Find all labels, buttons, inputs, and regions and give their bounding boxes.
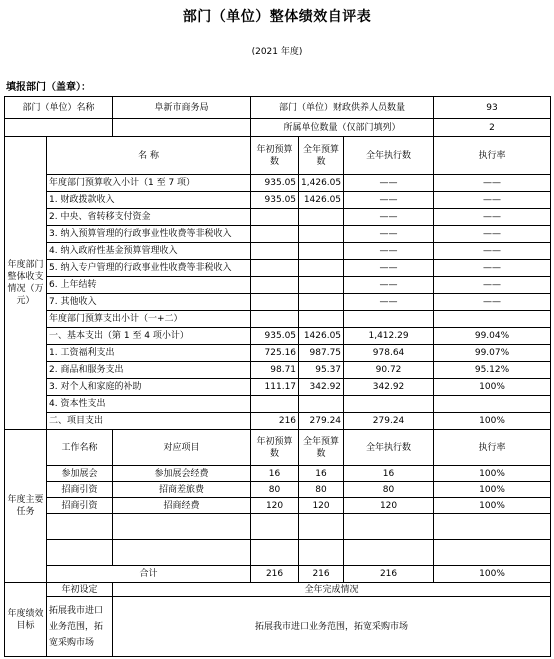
table-row [5, 396, 551, 413]
tasks-header-exec: 全年执行数 [344, 430, 434, 466]
table-row [5, 466, 551, 482]
row-initial: 98.71 [251, 362, 299, 379]
row-exec: —— [344, 175, 434, 192]
goals-initial-text: 拓展我市进口业务范围，拓宽采购市场 [47, 597, 113, 657]
row-initial [251, 226, 299, 243]
row-initial [251, 294, 299, 311]
budget-header-row [5, 137, 551, 175]
row-full [299, 277, 344, 294]
task-exec: 80 [344, 482, 434, 498]
task-exec: 120 [344, 498, 434, 514]
row-initial: 935.05 [251, 192, 299, 209]
tasks-header-row [5, 430, 551, 466]
row-exec: —— [344, 226, 434, 243]
row-name: 2. 商品和服务支出 [47, 362, 251, 379]
row-name: 2. 中央、省转移支付资金 [47, 209, 251, 226]
blank-cell [113, 119, 251, 137]
table-row [5, 226, 551, 243]
row-initial [251, 260, 299, 277]
row-name: 年度部门预算收入小计（1 至 7 项） [47, 175, 251, 192]
sub-units-count: 2 [434, 119, 551, 137]
row-exec: 1,412.29 [344, 328, 434, 345]
task-name: 招商引资 [47, 482, 113, 498]
staff-count: 93 [434, 97, 551, 119]
row-exec: 342.92 [344, 379, 434, 396]
budget-header-initial: 年初预算数 [251, 137, 299, 175]
tasks-total-exec: 216 [344, 566, 434, 583]
row-exec: —— [344, 294, 434, 311]
tasks-header-task: 工作名称 [47, 430, 113, 466]
row-full: 987.75 [299, 345, 344, 362]
task-full: 120 [299, 498, 344, 514]
row-name: 年度部门预算支出小计（一+二） [47, 311, 251, 328]
blank-cell [251, 540, 299, 566]
row-initial [251, 311, 299, 328]
row-initial: 725.16 [251, 345, 299, 362]
report-year: (2021 年度) [251, 47, 303, 57]
sub-units-label: 所属单位数量（仅部门填列） [251, 119, 434, 137]
info-row-dept [5, 97, 551, 119]
row-initial: 216 [251, 413, 299, 430]
row-initial [251, 243, 299, 260]
blank-cell [113, 540, 251, 566]
row-name: 7. 其他收入 [47, 294, 251, 311]
row-exec: —— [344, 243, 434, 260]
budget-header-full: 全年预算数 [299, 137, 344, 175]
task-item: 招商差旅费 [113, 482, 251, 498]
row-exec: —— [344, 260, 434, 277]
goals-initial-label: 年初设定 [47, 583, 113, 597]
row-rate: 100% [434, 413, 551, 430]
task-item: 参加展会经费 [113, 466, 251, 482]
tasks-header-full: 全年预算数 [299, 430, 344, 466]
table-row [5, 192, 551, 209]
tasks-header-rate: 执行率 [434, 430, 551, 466]
goals-completion-text: 拓展我市进口业务范围，拓宽采购市场 [113, 597, 551, 657]
row-name: 3. 纳入预算管理的行政事业性收费等非税收入 [47, 226, 251, 243]
row-rate: —— [434, 243, 551, 260]
task-name: 招商引资 [47, 498, 113, 514]
row-initial [251, 209, 299, 226]
blank-cell [251, 514, 299, 540]
dept-name: 阜新市商务局 [113, 97, 251, 119]
row-exec: 90.72 [344, 362, 434, 379]
budget-header-rate: 执行率 [434, 137, 551, 175]
row-full [299, 396, 344, 413]
blank-cell [344, 514, 434, 540]
row-exec: —— [344, 277, 434, 294]
tasks-total-rate: 100% [434, 566, 551, 583]
row-rate: —— [434, 260, 551, 277]
blank-cell [299, 514, 344, 540]
row-full [299, 311, 344, 328]
row-initial: 935.05 [251, 175, 299, 192]
task-initial: 16 [251, 466, 299, 482]
blank-cell [344, 540, 434, 566]
tasks-section-label: 年度主要任务 [5, 430, 47, 583]
task-rate: 100% [434, 498, 551, 514]
goals-completion-label: 全年完成情况 [113, 583, 551, 597]
tasks-total-full: 216 [299, 566, 344, 583]
row-rate: —— [434, 226, 551, 243]
row-full: 95.37 [299, 362, 344, 379]
row-exec [344, 396, 434, 413]
row-full: 1426.05 [299, 192, 344, 209]
row-exec [344, 311, 434, 328]
task-initial: 80 [251, 482, 299, 498]
row-full [299, 226, 344, 243]
filler-label: 填报部门（盖章）： [6, 82, 91, 93]
row-full: 279.24 [299, 413, 344, 430]
row-name: 1. 工资福利支出 [47, 345, 251, 362]
row-full: 342.92 [299, 379, 344, 396]
blank-cell [113, 514, 251, 540]
row-name: 4. 纳入政府性基金预算管理收入 [47, 243, 251, 260]
row-full [299, 294, 344, 311]
row-initial [251, 396, 299, 413]
table-row [5, 498, 551, 514]
task-exec: 16 [344, 466, 434, 482]
row-name: 1. 财政拨款收入 [47, 192, 251, 209]
goals-content-row [5, 597, 551, 657]
task-rate: 100% [434, 466, 551, 482]
row-name: 5. 纳入专户管理的行政事业性收费等非税收入 [47, 260, 251, 277]
row-rate: 95.12% [434, 362, 551, 379]
tasks-total-label: 合计 [47, 566, 251, 583]
row-name: 二、项目支出 [47, 413, 251, 430]
table-row [5, 379, 551, 396]
row-exec: 279.24 [344, 413, 434, 430]
row-rate [434, 396, 551, 413]
blank-cell [47, 514, 113, 540]
goals-header-row [5, 583, 551, 597]
tasks-total-initial: 216 [251, 566, 299, 583]
row-rate: —— [434, 277, 551, 294]
row-rate [434, 311, 551, 328]
blank-cell [434, 514, 551, 540]
page-title: 部门（单位）整体绩效自评表 [182, 9, 372, 25]
row-rate: —— [434, 209, 551, 226]
blank-cell [5, 119, 113, 137]
table-row [5, 311, 551, 328]
table-row [5, 362, 551, 379]
task-item: 招商经费 [113, 498, 251, 514]
budget-header-exec: 全年执行数 [344, 137, 434, 175]
table-row [5, 482, 551, 498]
blank-cell [47, 540, 113, 566]
row-full [299, 209, 344, 226]
row-rate: 99.07% [434, 345, 551, 362]
task-name: 参加展会 [47, 466, 113, 482]
row-name: 6. 上年结转 [47, 277, 251, 294]
row-full: 1,426.05 [299, 175, 344, 192]
row-name: 一、基本支出（第 1 至 4 项小计） [47, 328, 251, 345]
table-row [5, 413, 551, 430]
table-row [5, 209, 551, 226]
row-initial: 935.05 [251, 328, 299, 345]
table-row [5, 260, 551, 277]
table-row [5, 345, 551, 362]
blank-cell [299, 540, 344, 566]
row-exec: —— [344, 209, 434, 226]
table-row [5, 328, 551, 345]
tasks-header-initial: 年初预算数 [251, 430, 299, 466]
info-row-subunits [5, 119, 551, 137]
row-full: 1426.05 [299, 328, 344, 345]
task-full: 16 [299, 466, 344, 482]
table-row [5, 175, 551, 192]
tasks-total-row [5, 566, 551, 583]
blank-cell [434, 540, 551, 566]
table-row [5, 294, 551, 311]
row-rate: —— [434, 294, 551, 311]
dept-name-label: 部门（单位）名称 [5, 97, 113, 119]
row-name: 3. 对个人和家庭的补助 [47, 379, 251, 396]
task-full: 80 [299, 482, 344, 498]
row-rate: —— [434, 175, 551, 192]
row-initial [251, 277, 299, 294]
evaluation-table [4, 96, 551, 657]
row-name: 4. 资本性支出 [47, 396, 251, 413]
task-rate: 100% [434, 482, 551, 498]
task-initial: 120 [251, 498, 299, 514]
row-exec: 978.64 [344, 345, 434, 362]
row-full [299, 243, 344, 260]
table-row-empty [5, 540, 551, 566]
table-row [5, 243, 551, 260]
table-row [5, 277, 551, 294]
staff-label: 部门（单位）财政供养人员数量 [251, 97, 434, 119]
row-exec: —— [344, 192, 434, 209]
budget-section-label: 年度部门整体收支情况（万元） [5, 137, 47, 430]
budget-header-name: 名 称 [47, 137, 251, 175]
table-row-empty [5, 514, 551, 540]
row-rate: 99.04% [434, 328, 551, 345]
goals-section-label: 年度绩效目标 [5, 583, 47, 657]
row-initial: 111.17 [251, 379, 299, 396]
tasks-header-item: 对应项目 [113, 430, 251, 466]
row-full [299, 260, 344, 277]
row-rate: —— [434, 192, 551, 209]
row-rate: 100% [434, 379, 551, 396]
